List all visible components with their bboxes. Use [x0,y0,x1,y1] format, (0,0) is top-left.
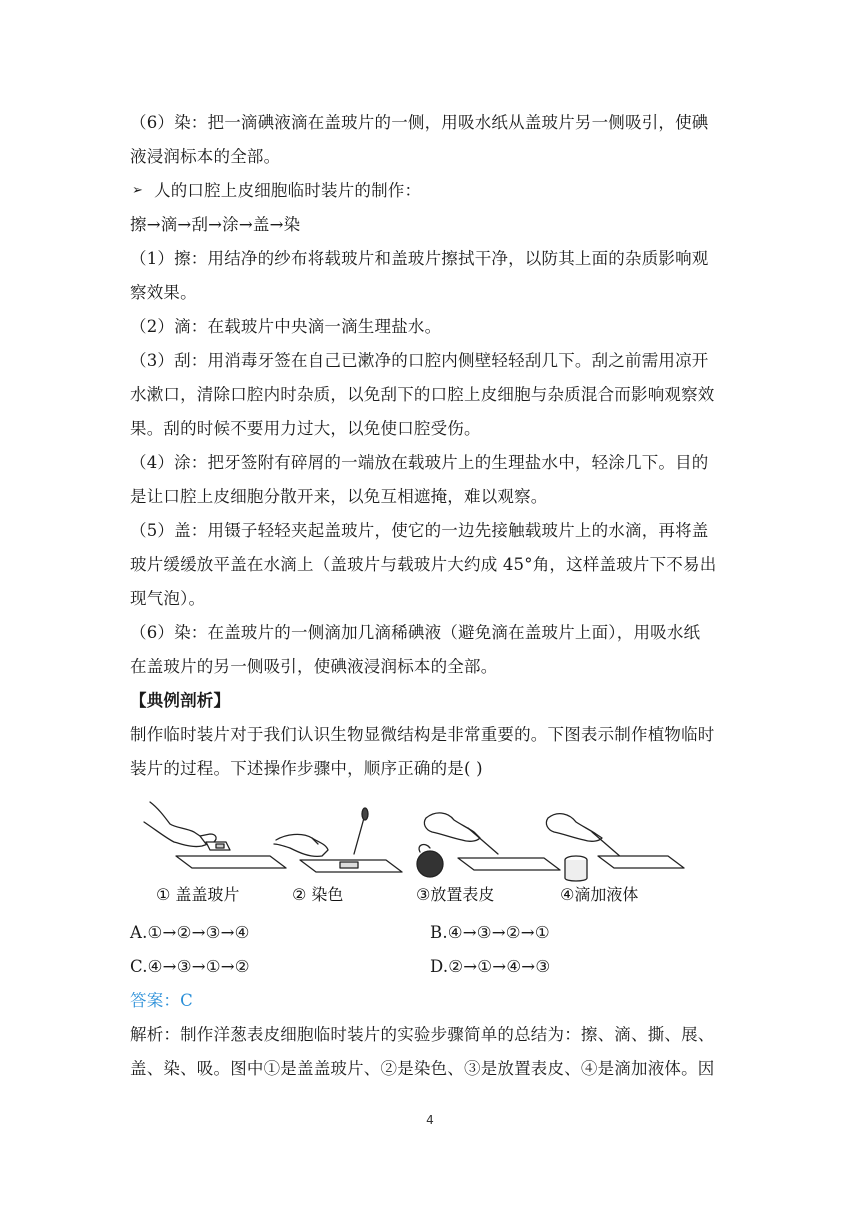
option-d: D.②→①→④→③ [430,957,551,976]
question-line-2: 装片的过程。下述操作步骤中，顺序正确的是( ) [130,759,483,778]
cheek-cell-title [130,174,738,208]
step-cover-line-2: 玻片缓缓放平盖在水滴上（盖玻片与载玻片大约成 45°角，这样盖玻片下不易出 [130,555,717,574]
figure-label-4: ④滴加液体 [560,885,639,904]
cheek-steps: 擦→滴→刮→涂→盖→染 [130,215,301,234]
question-line-1: 制作临时装片对于我们认识生物显微结构是非常重要的。下图表示制作植物临时 [130,725,715,744]
option-a: A.①→②→③→④ [130,923,250,942]
cheek-title-text: 人的口腔上皮细胞临时装片的制作： [154,181,422,200]
step-drop: （2）滴：在载玻片中央滴一滴生理盐水。 [130,317,442,336]
figure-label-1: ① 盖盖玻片 [156,885,240,904]
answer-text: 答案：C [130,991,193,1010]
analysis-line-1: 解析：制作洋葱表皮细胞临时装片的实验步骤简单的总结为：擦、滴、撕、展、 [130,1025,715,1044]
step-scrape-line-2: 水漱口，清除口腔内时杂质，以免刮下的口腔上皮细胞与杂质混合而影响观察效 [130,385,715,404]
option-b: B.④→③→②→① [430,923,550,942]
paragraph-stain-line-2: 液浸润标本的全部。 [130,147,281,166]
staining-drawing [274,808,402,872]
step-smear-line-1: （4）涂：把牙签附有碎屑的一端放在载玻片上的生理盐水中，轻涂几下。目的 [130,453,709,472]
step-scrape-line-3: 果。刮的时候不要用力过大，以免使口腔受伤。 [130,419,481,438]
page-number: 4 [426,1113,434,1127]
step-scrape-line-1: （3）刮：用消毒牙签在自己已漱净的口腔内侧壁轻轻刮几下。刮之前需用凉开 [130,351,709,370]
add-liquid-drawing [546,814,684,881]
procedure-figure [130,798,690,910]
procedure-illustration [130,798,690,910]
option-c: C.④→③→①→② [130,957,250,976]
step-cover-line-3: 现气泡）。 [130,589,206,608]
step-smear-line-2: 是让口腔上皮细胞分散开来，以免互相遮掩，难以观察。 [130,487,548,506]
step-cover-line-1: （5）盖：用镊子轻轻夹起盖玻片，使它的一边先接触载玻片上的水滴，再将盖 [130,521,709,540]
step-dye-line-1: （6）染：在盖玻片的一侧滴加几滴稀碘液（避免滴在盖玻片上面），用吸水纸 [130,623,701,642]
step-wipe-line-1: （1）擦：用结净的纱布将载玻片和盖玻片擦拭干净，以防其上面的杂质影响观 [130,249,709,268]
analysis-line-2: 盖、染、吸。图中①是盖盖玻片、②是染色、③是放置表皮、④是滴加液体。因 [130,1059,715,1078]
page-content [130,106,738,1086]
figure-label-2: ② 染色 [292,885,344,904]
step-dye-line-2: 在盖玻片的另一侧吸引，使碘液浸润标本的全部。 [130,657,498,676]
figure-label-3: ③放置表皮 [416,885,495,904]
arrow-bullet-icon: ➢ [132,183,144,198]
step-wipe-line-2: 察效果。 [130,283,197,302]
example-heading: 【典例剖析】 [130,691,231,710]
paragraph-stain-line-1: （6）染：把一滴碘液滴在盖玻片的一侧，用吸水纸从盖玻片另一侧吸引，使碘 [130,113,709,132]
place-epidermis-drawing [417,813,560,877]
cover-slip-drawing [144,802,286,868]
answer-options [130,916,738,984]
